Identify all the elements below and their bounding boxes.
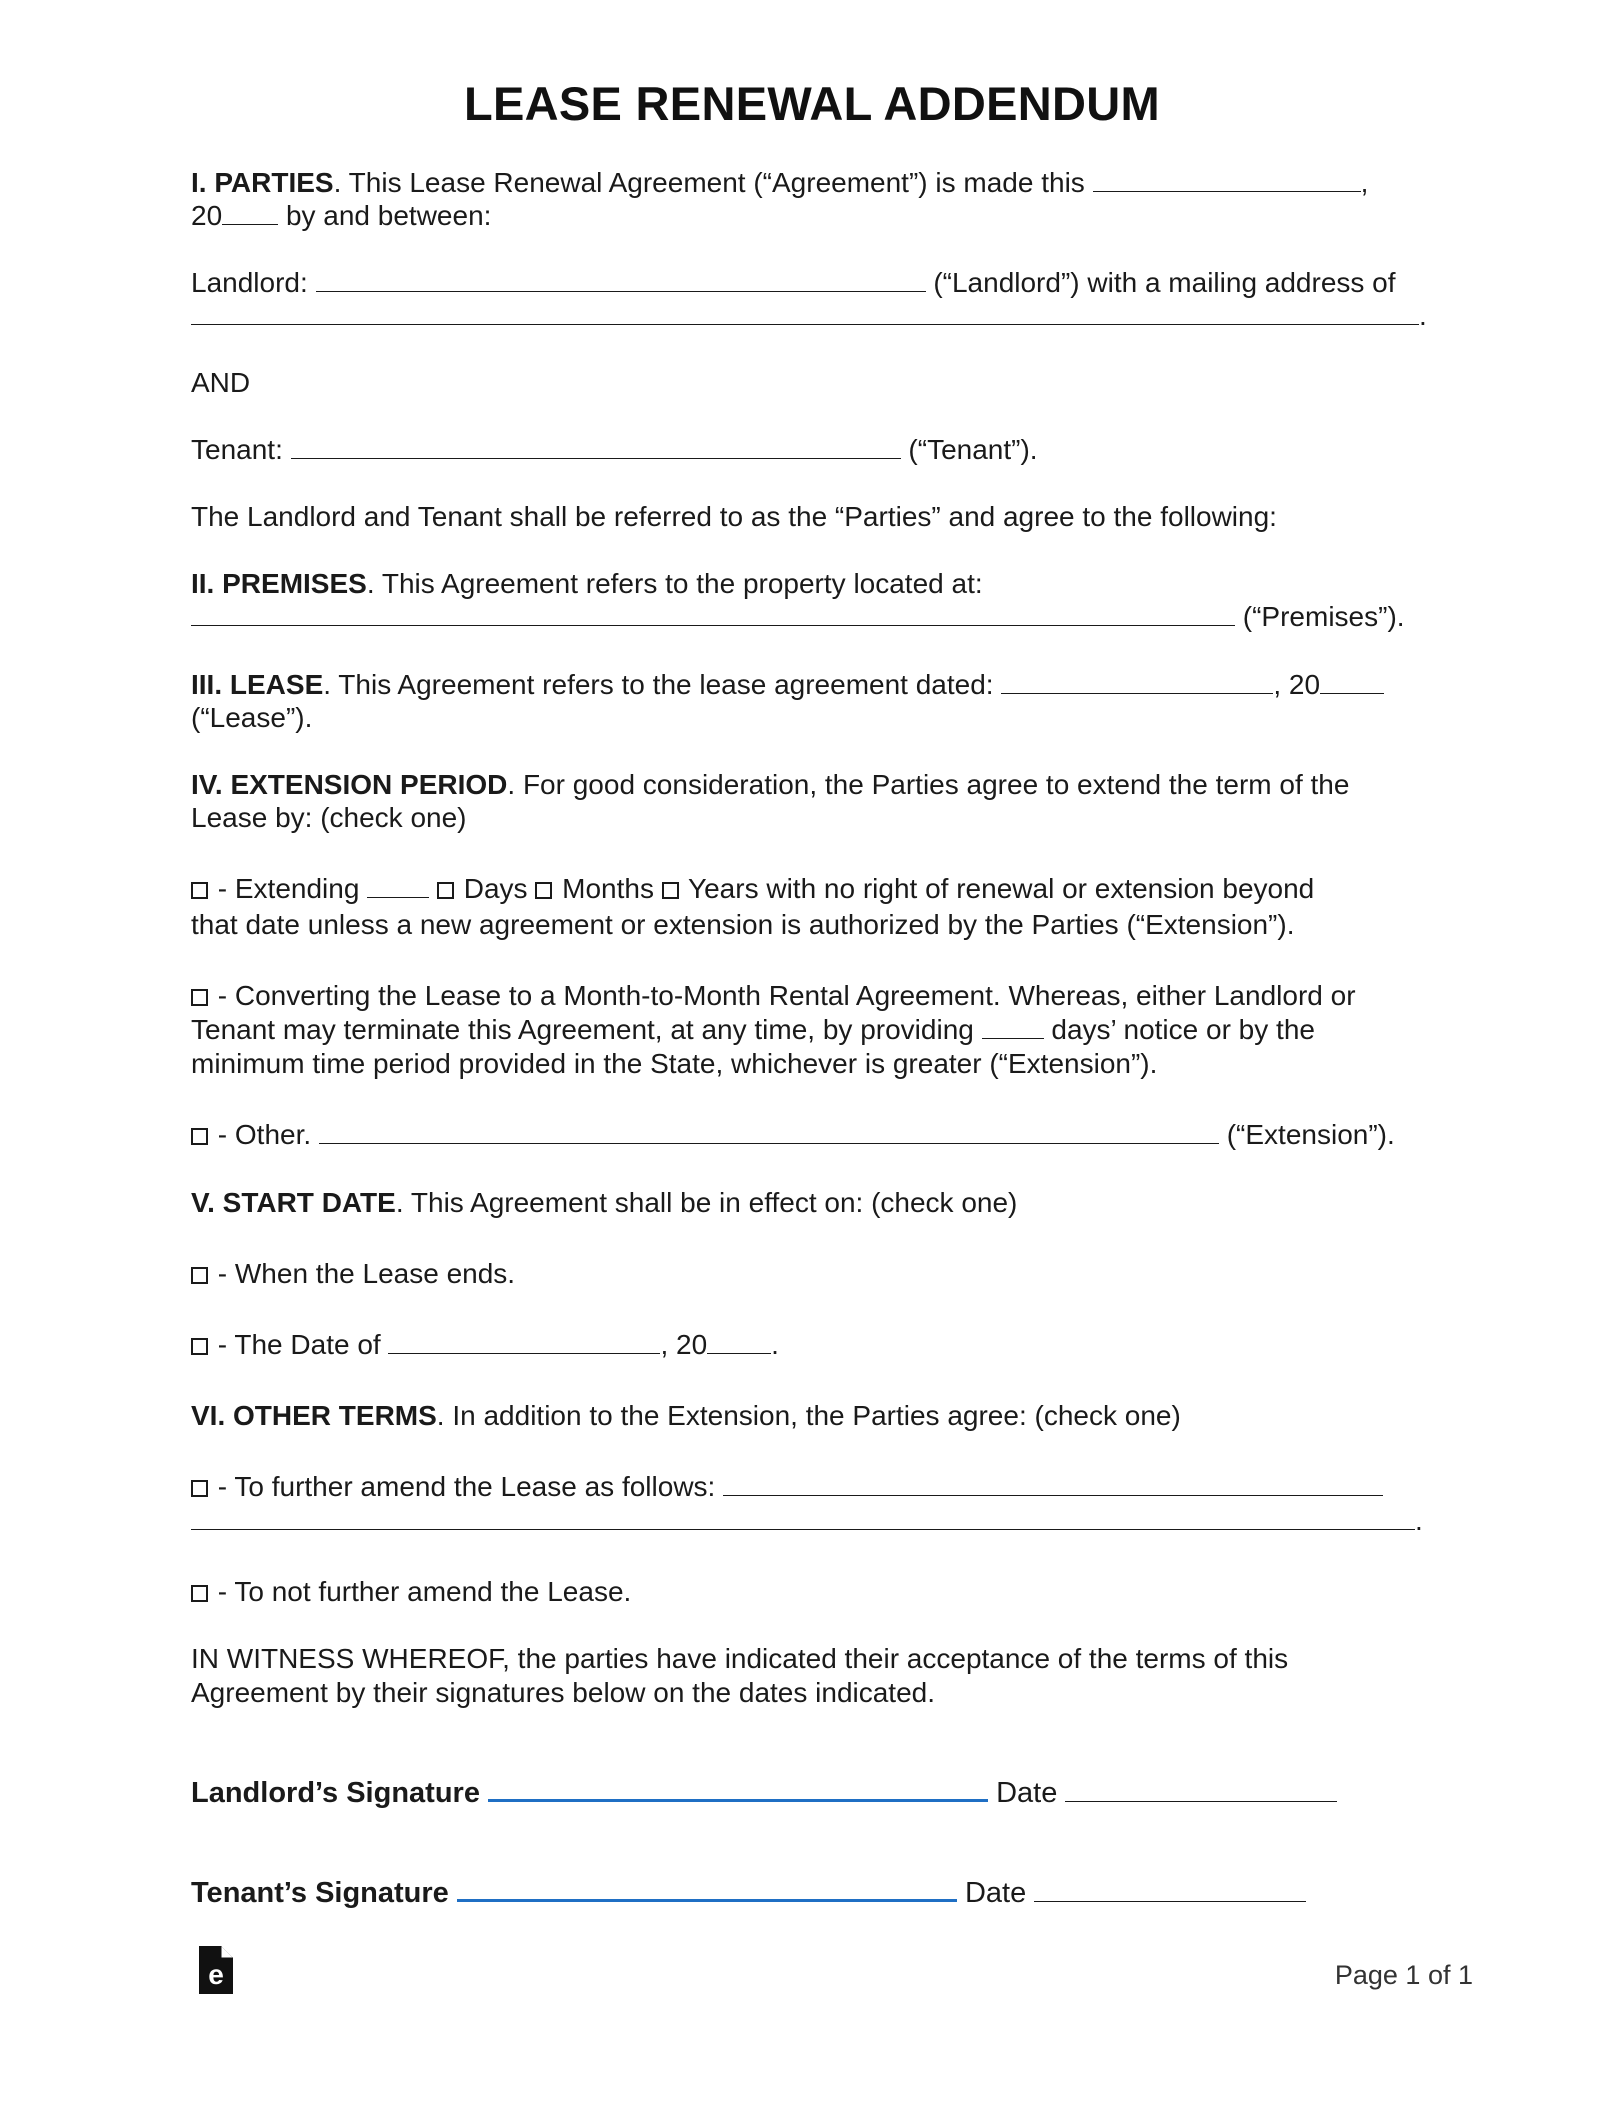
extension-option-3-checkbox[interactable] xyxy=(191,1128,208,1145)
amend-blank-2[interactable] xyxy=(191,1505,1415,1530)
tenant-name-blank[interactable] xyxy=(291,434,901,459)
other-terms-line xyxy=(191,1399,1423,1433)
agreement-year-blank[interactable] xyxy=(222,200,278,225)
lease-heading: III. LEASE xyxy=(191,669,324,700)
landlord-date-field[interactable] xyxy=(1065,1777,1337,1802)
years-checkbox[interactable] xyxy=(662,882,679,899)
start-date-line xyxy=(191,1186,1423,1220)
tenant-date-field[interactable] xyxy=(1034,1877,1306,1902)
amend-label: - To further amend the Lease as follows: xyxy=(210,1471,716,1502)
not-amend-label: - To not further amend the Lease. xyxy=(210,1576,632,1607)
extension-option-2-line-3: minimum time period provided in the State, whichever is greater (“Extension”). xyxy=(191,1048,1158,1079)
page-number: Page 1 of 1 xyxy=(1334,1960,1473,1990)
comma: , xyxy=(1360,167,1369,198)
notice-text: Tenant may terminate this Agreement, at any time, by providing xyxy=(191,1014,974,1045)
start-option-2 xyxy=(191,1328,1423,1362)
period: . xyxy=(1419,300,1427,331)
extending-label: - Extending xyxy=(210,873,360,904)
extension-option-2-line-2 xyxy=(191,1013,1423,1047)
years-label: Years with no right of renewal or extension beyond xyxy=(680,873,1315,904)
and-line: AND xyxy=(191,367,251,398)
tenant-signature-field[interactable] xyxy=(457,1875,957,1902)
extension-option-2-checkbox[interactable] xyxy=(191,989,208,1006)
agreement-day-blank[interactable] xyxy=(1093,167,1361,192)
extension-option-1-line-2: that date unless a new agreement or extension is authorized by the Parties (“Extension”). xyxy=(191,909,1295,940)
parties-referred: The Landlord and Tenant shall be referred to as the “Parties” and agree to the following: xyxy=(191,501,1277,532)
lease-text: . This Agreement refers to the lease agreement dated: xyxy=(323,669,994,700)
tenant-signature-label: Tenant’s Signature xyxy=(191,1877,449,1909)
start-date-heading: V. START DATE xyxy=(191,1187,396,1218)
extension-line-1 xyxy=(191,768,1423,802)
parties-line-1 xyxy=(191,166,1423,200)
document-title: LEASE RENEWAL ADDENDUM xyxy=(464,77,1160,130)
period: . xyxy=(771,1329,779,1360)
by-and-between: by and between: xyxy=(285,200,492,231)
premises-text: . This Agreement refers to the property located at: xyxy=(366,568,983,599)
landlord-address-blank[interactable] xyxy=(191,300,1419,325)
landlord-line xyxy=(191,266,1423,300)
tenant-date-label: Date xyxy=(964,1877,1027,1909)
other-label: - Other. xyxy=(210,1119,312,1150)
lease-date-blank[interactable] xyxy=(1001,669,1273,694)
landlord-signature-row xyxy=(191,1775,1337,1810)
other-option-1-line-1 xyxy=(191,1470,1423,1504)
extension-option-1-checkbox[interactable] xyxy=(191,882,208,899)
extension-heading: IV. EXTENSION PERIOD xyxy=(191,769,508,800)
landlord-signature-field[interactable] xyxy=(488,1775,988,1802)
other-extension-suffix: (“Extension”). xyxy=(1226,1119,1395,1150)
notice-days-blank[interactable] xyxy=(982,1014,1044,1039)
start-date-text: . This Agreement shall be in effect on: (check one) xyxy=(395,1187,1018,1218)
parties-heading: I. PARTIES xyxy=(191,167,334,198)
parties-text: . This Lease Renewal Agreement (“Agreement”) is made this xyxy=(333,167,1085,198)
extension-option-2-line-1 xyxy=(191,979,1423,1013)
other-option-1-checkbox[interactable] xyxy=(191,1480,208,1497)
year-prefix: 20 xyxy=(191,200,223,231)
amend-blank-1[interactable] xyxy=(723,1471,1383,1496)
other-extension-blank[interactable] xyxy=(319,1119,1219,1144)
landlord-date-label: Date xyxy=(996,1777,1058,1809)
extension-option-1-line-1 xyxy=(191,872,1423,906)
witness-line-1: IN WITNESS WHEREOF, the parties have indicated their acceptance of the terms of this xyxy=(191,1643,1289,1674)
start-option-1-checkbox[interactable] xyxy=(191,1267,208,1284)
extension-line-2: Lease by: (check one) xyxy=(191,802,467,833)
other-terms-text: . In addition to the Extension, the Parties agree: (check one) xyxy=(436,1400,1181,1431)
premises-line-1 xyxy=(191,567,1423,601)
landlord-signature-label: Landlord’s Signature xyxy=(191,1777,480,1809)
period: . xyxy=(1415,1505,1423,1536)
start-option-1 xyxy=(191,1257,1423,1291)
days-checkbox[interactable] xyxy=(437,882,454,899)
other-option-2-checkbox[interactable] xyxy=(191,1585,208,1602)
extending-count-blank[interactable] xyxy=(367,873,429,898)
lease-line-2: (“Lease”). xyxy=(191,702,313,733)
notice-text-2: days’ notice or by the xyxy=(1051,1014,1315,1045)
tenant-signature-row xyxy=(191,1875,1306,1910)
premises-line-2 xyxy=(191,600,1423,634)
landlord-name-blank[interactable] xyxy=(316,267,926,292)
months-checkbox[interactable] xyxy=(535,882,552,899)
tenant-suffix: (“Tenant”). xyxy=(908,434,1038,465)
other-terms-heading: VI. OTHER TERMS xyxy=(191,1400,437,1431)
other-option-1-line-2 xyxy=(191,1504,1423,1538)
extension-option-3-line xyxy=(191,1118,1423,1152)
lease-ends-label: - When the Lease ends. xyxy=(210,1258,516,1289)
landlord-suffix: (“Landlord”) with a mailing address of xyxy=(933,267,1396,298)
days-label: Days xyxy=(455,873,528,904)
landlord-label: Landlord: xyxy=(191,267,308,298)
start-option-2-checkbox[interactable] xyxy=(191,1338,208,1355)
premises-suffix: (“Premises”). xyxy=(1242,601,1405,632)
extension-text: . For good consideration, the Parties agree to extend the term of the xyxy=(507,769,1350,800)
tenant-line xyxy=(191,433,1423,467)
witness-line-2: Agreement by their signatures below on the dates indicated. xyxy=(191,1677,936,1708)
premises-heading: II. PREMISES xyxy=(191,568,367,599)
lease-year-prefix: , 20 xyxy=(1273,669,1321,700)
other-option-2 xyxy=(191,1575,1423,1609)
month-to-month-text: - Converting the Lease to a Month-to-Month Rental Agreement. Whereas, either Landlord or xyxy=(210,980,1356,1011)
landlord-address-line xyxy=(191,299,1427,333)
lease-line-1 xyxy=(191,668,1423,702)
premises-address-blank[interactable] xyxy=(191,601,1235,626)
lease-year-blank[interactable] xyxy=(1320,669,1384,694)
date-of-label: - The Date of xyxy=(210,1329,381,1360)
parties-line-2 xyxy=(191,199,1423,233)
months-label: Months xyxy=(554,873,654,904)
logo-letter: e xyxy=(208,1959,224,1990)
start-year-prefix: , 20 xyxy=(660,1329,708,1360)
start-year-blank[interactable] xyxy=(707,1329,771,1354)
eforms-logo-icon xyxy=(199,1946,233,1994)
start-date-blank[interactable] xyxy=(388,1329,660,1354)
tenant-label: Tenant: xyxy=(191,434,283,465)
